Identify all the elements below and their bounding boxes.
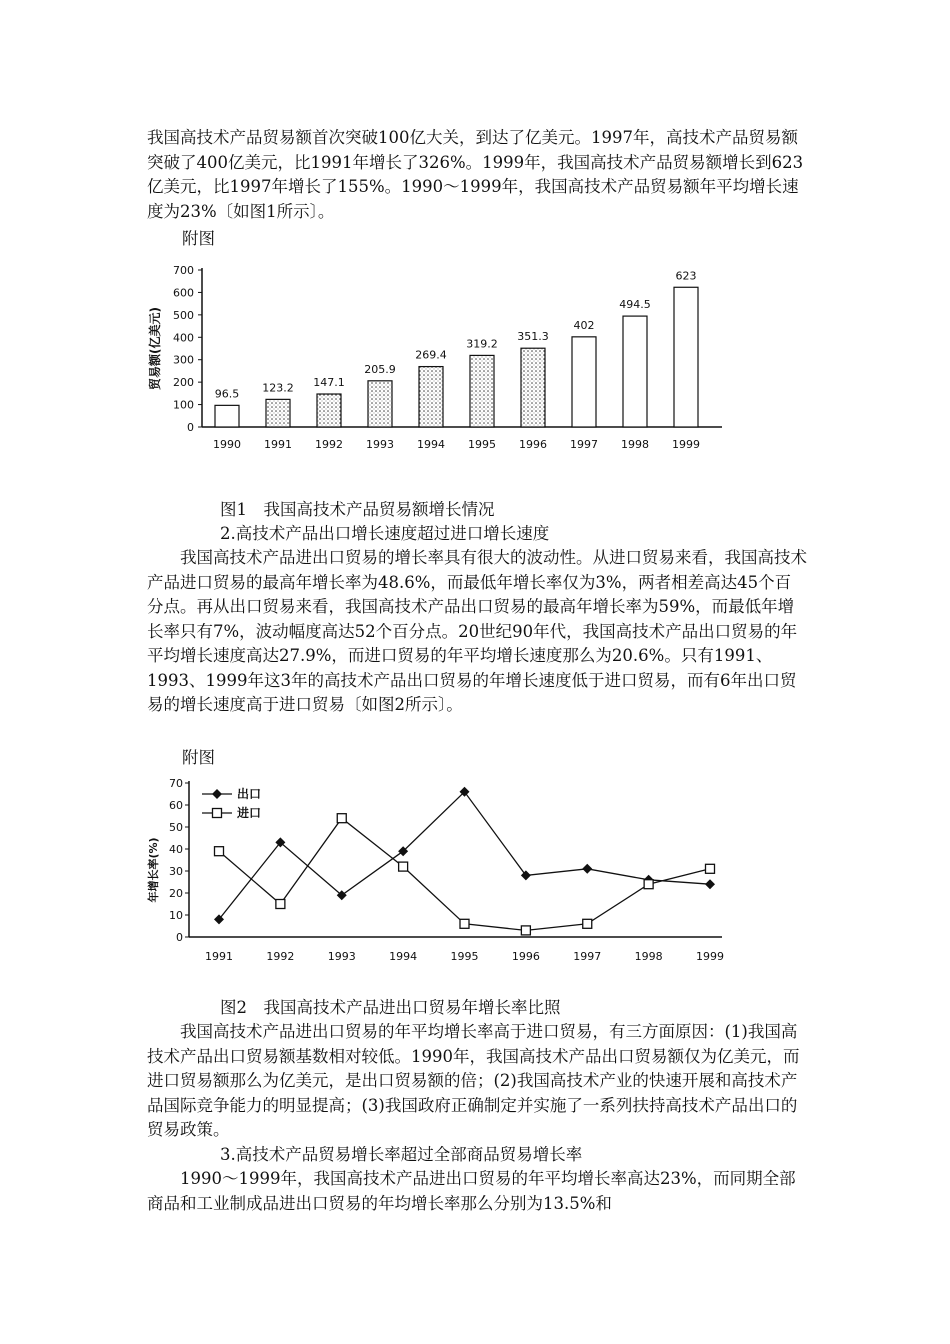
import-point bbox=[276, 900, 285, 909]
section-heading-3: 3.高技术产品贸易增长率超过全部商品贸易增长率 bbox=[220, 1145, 583, 1164]
y-tick-label: 300 bbox=[173, 353, 194, 367]
import-point bbox=[460, 919, 469, 928]
paragraph-reasons: 我国高技术产品进出口贸易的年平均增长率高于进口贸易，有三方面原因：(1)我国高技术产品出口贸易额基数相对较低。1990年，我国高技术产品出口贸易额仅为亿美元，而进口贸易额那么为亿美元，是出口贸易额的倍；(2)我国高技术产业的快速开展和高技术产品国际竞争能力的明显提高；(3)我国政府正确制定并实施了一系列扶持高技术产品出口的贸易政策。 bbox=[147, 1022, 800, 1139]
x-tick-label: 1994 bbox=[389, 950, 418, 963]
x-tick-label: 1997 bbox=[570, 438, 598, 451]
y-tick-label: 500 bbox=[173, 308, 194, 322]
y-tick-label: 70 bbox=[169, 777, 183, 790]
section-heading-2: 2.高技术产品出口增长速度超过进口增长速度 bbox=[220, 524, 550, 543]
y-tick-label: 700 bbox=[173, 264, 194, 277]
bar bbox=[521, 348, 545, 427]
paragraph-growth-volatility: 我国高技术产品进出口贸易的增长率具有很大的波动性。从进口贸易来看，我国高技术产品进口贸易的最高年增长率为48.6%，而最低年增长率仅为3%，两者相差高达45个百分点。再从出口贸易来看，我国高技术产品出口贸易的最高年增长率为59%，而最低年增长率只有7%，波动幅度高达52个百分点。20世纪90年代，我国高技术产品出口贸易的年平均增长速度高达27.9%，而进口贸易的年平均增长速度那么为20.6%。只有1991、1993、1999年这3年的高技术产品出口贸易的年增长速度低于进口贸易，而有6年出口贸易的增长速度高于进口贸易〔如图2所示〕。 bbox=[147, 548, 807, 714]
x-tick-label: 1998 bbox=[634, 950, 663, 963]
bar bbox=[674, 287, 698, 427]
y-tick-label: 40 bbox=[169, 843, 183, 856]
x-tick-label: 1990 bbox=[213, 438, 241, 451]
x-tick-label: 1999 bbox=[672, 438, 700, 451]
x-tick-label: 1996 bbox=[519, 438, 547, 451]
x-tick-label: 1993 bbox=[366, 438, 394, 451]
x-tick-label: 1999 bbox=[696, 950, 724, 963]
bar bbox=[266, 399, 290, 427]
bar-value-label: 123.2 bbox=[262, 381, 294, 395]
x-tick-label: 1996 bbox=[511, 950, 540, 963]
legend-export-label: 出口 bbox=[237, 787, 262, 801]
x-tick-label: 1992 bbox=[315, 438, 343, 451]
x-tick-label: 1993 bbox=[327, 950, 356, 963]
bar bbox=[419, 367, 443, 427]
figure1-caption: 图1 我国高技术产品贸易额增长情况 bbox=[220, 500, 495, 519]
y-tick-label: 200 bbox=[173, 376, 194, 390]
bar-value-label: 147.1 bbox=[313, 376, 345, 390]
y-tick-label: 10 bbox=[169, 909, 183, 922]
y-tick-label: 50 bbox=[169, 821, 183, 834]
import-point bbox=[215, 847, 224, 856]
bar bbox=[368, 381, 392, 427]
trade-volume-bar-chart bbox=[147, 258, 727, 468]
y-tick-label: 60 bbox=[169, 799, 183, 812]
bar-value-label: 269.4 bbox=[415, 348, 447, 362]
bar bbox=[215, 405, 239, 427]
bar bbox=[317, 394, 341, 427]
bar-value-label: 351.3 bbox=[517, 330, 549, 344]
y-tick-label: 400 bbox=[173, 331, 194, 345]
export-point bbox=[582, 864, 592, 874]
y-axis-label: 贸易额(亿美元) bbox=[148, 307, 162, 390]
figure2-attach-label: 附图 bbox=[182, 748, 215, 767]
y-axis-label: 年增长率(%) bbox=[147, 837, 160, 903]
paragraph-intro: 我国高技术产品贸易额首次突破100亿大关，到达了亿美元。1997年，高技术产品贸易额突破了400亿美元，比1991年增长了326%。1999年，我国高技术产品贸易额增长到623亿美元，比1997年增长了155%。1990～1999年，我国高技术产品贸易额年平均增长速度为23%〔如图1所示〕。 bbox=[147, 128, 804, 221]
legend-import-label: 进口 bbox=[237, 806, 262, 820]
x-tick-label: 1997 bbox=[573, 950, 602, 963]
bar-value-label: 96.5 bbox=[214, 387, 240, 401]
bar-value-label: 319.2 bbox=[466, 337, 498, 351]
legend-export-marker bbox=[212, 789, 222, 799]
x-tick-label: 1991 bbox=[264, 438, 292, 451]
bar bbox=[470, 355, 494, 427]
x-tick-label: 1994 bbox=[417, 438, 445, 451]
import-point bbox=[399, 862, 408, 871]
bar bbox=[623, 316, 647, 427]
bar bbox=[572, 337, 596, 427]
y-tick-label: 0 bbox=[187, 421, 194, 434]
x-tick-label: 1995 bbox=[468, 438, 496, 451]
y-tick-label: 100 bbox=[173, 398, 194, 412]
bar-value-label: 494.5 bbox=[619, 298, 651, 312]
bar-value-label: 205.9 bbox=[364, 362, 396, 376]
figure2-caption: 图2 我国高技术产品进出口贸易年增长率比照 bbox=[220, 998, 561, 1017]
import-point bbox=[644, 880, 653, 889]
import-point bbox=[706, 864, 715, 873]
bar-value-label: 402 bbox=[573, 318, 595, 332]
bar-value-label: 623 bbox=[675, 269, 697, 283]
import-point bbox=[521, 926, 530, 935]
y-tick-label: 20 bbox=[169, 887, 183, 900]
import-series-line bbox=[219, 818, 710, 930]
x-tick-label: 1998 bbox=[621, 438, 649, 451]
y-tick-label: 600 bbox=[173, 286, 194, 300]
import-point bbox=[337, 814, 346, 823]
y-tick-label: 0 bbox=[176, 931, 183, 944]
growth-rate-line-chart bbox=[147, 772, 727, 972]
x-tick-label: 1991 bbox=[205, 950, 233, 963]
export-point bbox=[705, 879, 715, 889]
import-point bbox=[583, 919, 592, 928]
legend-import-marker bbox=[213, 809, 222, 818]
x-tick-label: 1992 bbox=[266, 950, 295, 963]
export-point bbox=[521, 870, 531, 880]
x-tick-label: 1995 bbox=[450, 950, 479, 963]
export-series-line bbox=[219, 792, 710, 920]
figure1-attach-label: 附图 bbox=[182, 229, 215, 248]
paragraph-comparison: 1990～1999年，我国高技术产品进出口贸易的年平均增长率高达23%，而同期全部商品和工业制成品进出口贸易的年均增长率那么分别为13.5%和 bbox=[147, 1169, 796, 1213]
y-tick-label: 30 bbox=[169, 865, 183, 878]
